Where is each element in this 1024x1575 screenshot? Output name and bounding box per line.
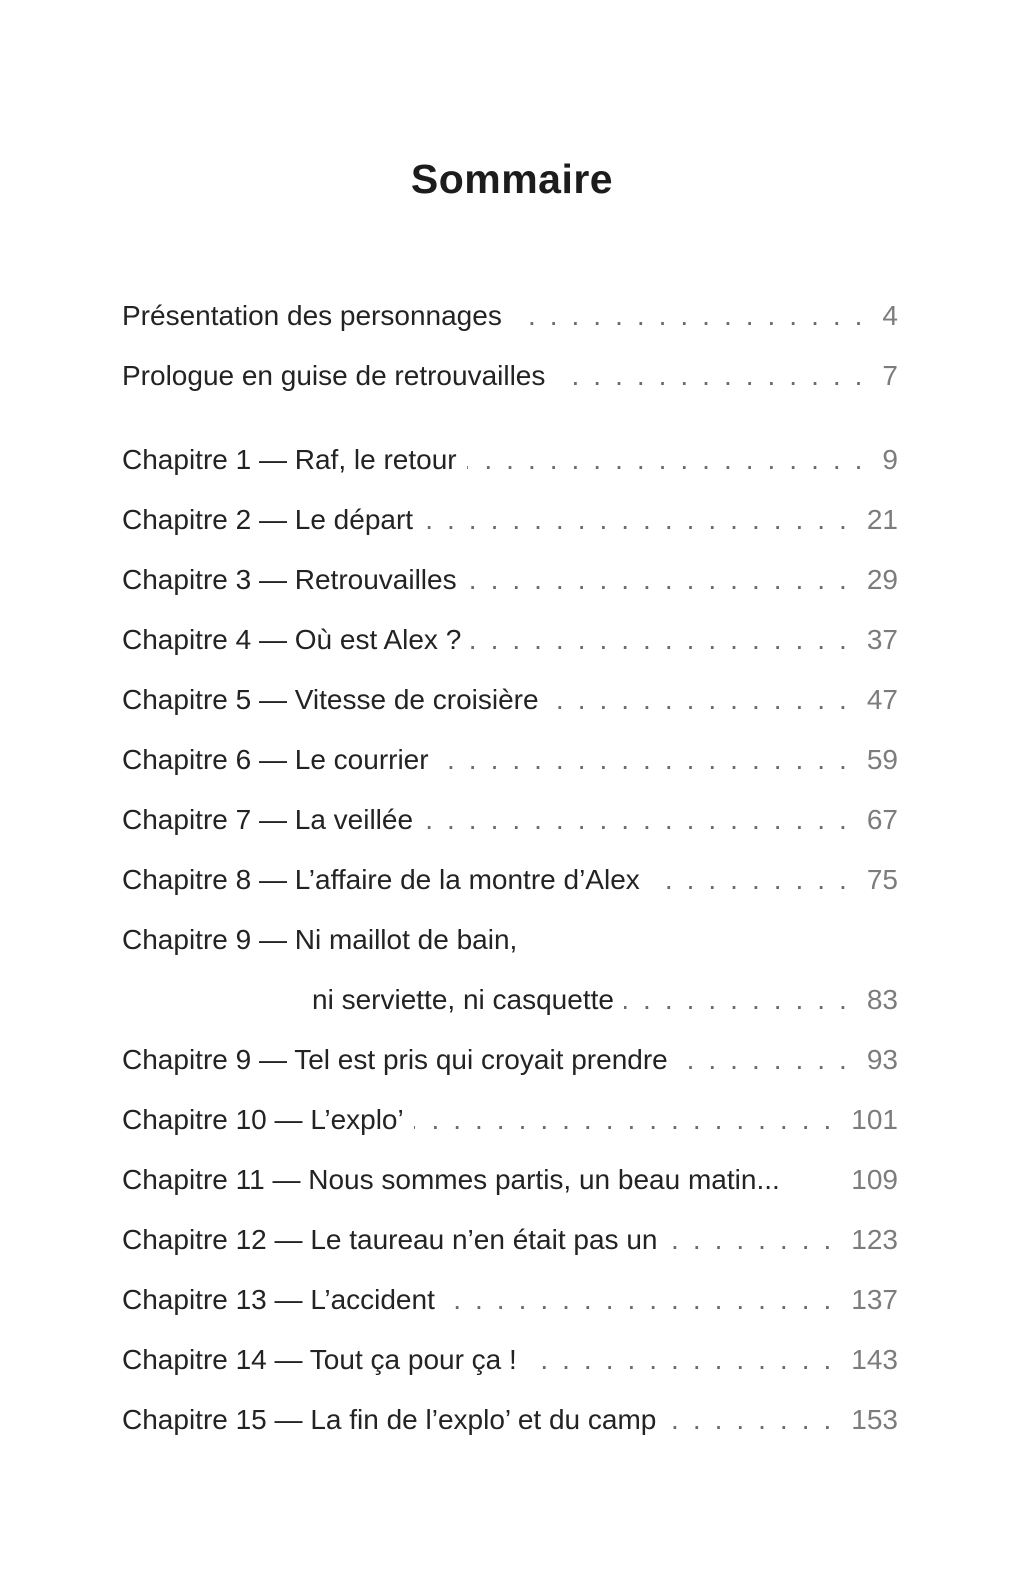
toc-entry-label: Prologue en guise de retrouvailles (122, 360, 546, 391)
toc-entry-page: 37 (866, 624, 898, 655)
toc-entry-label: Chapitre 1 — Raf, le retour (122, 444, 457, 475)
toc-entry-label: Chapitre 12 — Le taureau n’en était pas un (122, 1224, 658, 1255)
dot-leader (467, 550, 861, 610)
toc-entry (122, 670, 898, 730)
toc-entry (122, 850, 898, 910)
toc-entry-label: Chapitre 3 — Retrouvailles (122, 564, 457, 595)
dot-leader (445, 1270, 845, 1330)
toc-entry-label: Chapitre 5 — Vitesse de croisière (122, 684, 539, 715)
toc-entry (122, 1330, 898, 1390)
toc-entry-label: Chapitre 7 — La veillée (122, 804, 414, 835)
toc-entry (122, 1270, 898, 1330)
toc-entry-label: Chapitre 4 — Où est Alex ? (122, 624, 462, 655)
toc-entry-label: Chapitre 6 — Le courrier (122, 744, 429, 775)
toc-entry-page: 153 (851, 1404, 898, 1435)
dot-leader (650, 850, 861, 910)
toc-entry-label: ni serviette, ni casquette (312, 984, 614, 1015)
toc-entry-label: Chapitre 9 — Ni maillot de bain, (122, 924, 518, 955)
toc-entry-page: 137 (851, 1284, 898, 1315)
toc-entry (122, 1030, 898, 1090)
toc-entry-label: Chapitre 2 — Le départ (122, 504, 414, 535)
toc-entry-page: 47 (866, 684, 898, 715)
dot-leader (667, 1210, 845, 1270)
dot-leader (549, 670, 861, 730)
dot-leader (471, 610, 861, 670)
dot-leader (467, 430, 877, 490)
toc-entry (122, 430, 898, 490)
toc-entry-page: 7 (882, 360, 898, 391)
toc-entry-label: Chapitre 13 — L’accident (122, 1284, 435, 1315)
page-title: Sommaire (410, 156, 614, 202)
toc-entry-page: 67 (866, 804, 898, 835)
toc-entry-page: 123 (851, 1224, 898, 1255)
toc-entry-page: 75 (866, 864, 898, 895)
toc-entry-label: Chapitre 9 — Tel est pris qui croyait prendre (122, 1044, 668, 1075)
toc-entry-label: Chapitre 10 — L’explo’ (122, 1104, 404, 1135)
dot-leader (555, 346, 876, 406)
toc-entry-page: 93 (866, 1044, 898, 1075)
toc-entry (122, 1390, 898, 1450)
dot-leader (423, 790, 861, 850)
toc-entry (122, 286, 898, 346)
toc-entry-page: 109 (851, 1164, 898, 1195)
toc-entry-label: Chapitre 15 — La fin de l’explo’ et du camp (122, 1404, 657, 1435)
dot-leader (666, 1390, 845, 1450)
dot-leader (439, 730, 861, 790)
dot-leader (512, 286, 877, 346)
toc-list (122, 286, 898, 1450)
toc-entry-page: 59 (866, 744, 898, 775)
dot-leader (678, 1030, 861, 1090)
dot-leader (624, 970, 861, 1030)
toc-entry-page: 4 (882, 300, 898, 331)
toc-entry (122, 730, 898, 790)
toc-entry (122, 1090, 898, 1150)
toc-entry-label: Chapitre 14 — Tout ça pour ça ! (122, 1344, 517, 1375)
toc-entry (122, 346, 898, 406)
toc-entry-label: Chapitre 8 — L’affaire de la montre d’Alex (122, 864, 640, 895)
dot-leader (527, 1330, 845, 1390)
toc-entry-label: Présentation des personnages (122, 300, 502, 331)
toc-entry (122, 910, 898, 970)
dot-leader (414, 1090, 846, 1150)
toc-entry (122, 490, 898, 550)
toc-entry (122, 610, 898, 670)
toc-entry (122, 550, 898, 610)
toc-entry (122, 1210, 898, 1270)
toc-entry-page: 21 (866, 504, 898, 535)
toc-entry-page: 101 (851, 1104, 898, 1135)
toc-entry-continuation (122, 970, 898, 1030)
toc-entry-page: 143 (851, 1344, 898, 1375)
toc-entry (122, 790, 898, 850)
toc-entry (122, 1150, 898, 1210)
toc-entry-page: 9 (882, 444, 898, 475)
toc-entry-page: 29 (866, 564, 898, 595)
toc-entry-label: Chapitre 11 — Nous sommes partis, un beau matin... (122, 1164, 780, 1195)
toc-entry-page: 83 (866, 984, 898, 1015)
dot-leader (423, 490, 861, 550)
